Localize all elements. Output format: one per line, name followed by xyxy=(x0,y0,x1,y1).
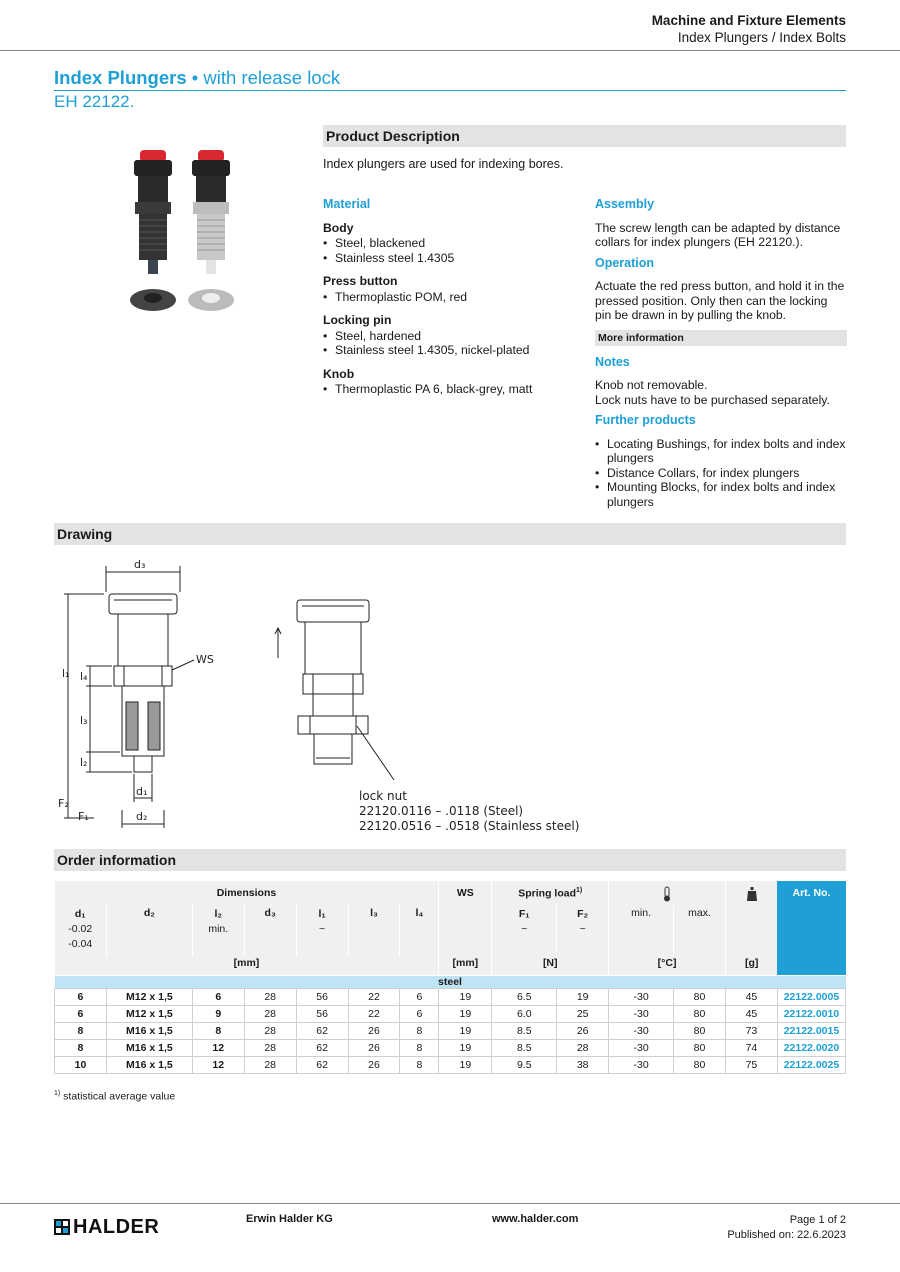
footer-published-date: Published on: 22.6.2023 xyxy=(727,1229,846,1241)
label-f2: F₂ xyxy=(58,797,69,810)
cell-tmin: -30 xyxy=(609,1022,674,1039)
cell-d3: 28 xyxy=(244,1005,296,1022)
table-row xyxy=(55,1039,846,1056)
material-body-title: Body xyxy=(323,220,354,235)
col-d1-tol2: -0.04 xyxy=(68,938,93,950)
article-number-link[interactable]: 22122.0010 xyxy=(777,1005,845,1022)
operation-text: Actuate the red press button, and hold it in the pressed position. Only then can the locking pin be drawn in by pulling the knob. xyxy=(595,279,845,322)
group-ws: WS xyxy=(439,881,492,905)
table-footnote xyxy=(54,1090,175,1103)
lock-nut-steel: 22120.0116 – .0118 (Steel) xyxy=(359,804,524,818)
list-item: • Thermoplastic POM, red xyxy=(323,290,573,305)
table-header-units xyxy=(55,957,846,975)
cell-f2: 26 xyxy=(557,1022,609,1039)
col-d1-tol1: -0.02 xyxy=(68,923,93,935)
material-knob xyxy=(323,367,573,397)
cell-ws: 19 xyxy=(439,1039,492,1056)
table-header-columns xyxy=(55,905,846,957)
col-l2 xyxy=(192,905,244,957)
cell-ws: 19 xyxy=(439,988,492,1005)
weight-icon xyxy=(746,886,758,902)
col-l1-label: l₁ xyxy=(318,908,326,920)
footer-page-number: Page 1 of 2 xyxy=(789,1214,846,1226)
table-row xyxy=(55,1022,846,1039)
cell-l2: 12 xyxy=(192,1039,244,1056)
notes-line-2: Lock nuts have to be purchased separately. xyxy=(595,392,830,407)
cell-l4: 6 xyxy=(400,1005,439,1022)
article-number-link[interactable]: 22122.0020 xyxy=(777,1039,845,1056)
table-header-groups xyxy=(55,881,846,905)
col-d1-label: d₁ xyxy=(74,908,86,920)
col-d3: d₃ xyxy=(244,905,296,957)
cell-d1: 8 xyxy=(55,1022,107,1039)
spring-load-footnote-ref: 1) xyxy=(575,887,583,894)
cell-f2: 19 xyxy=(557,988,609,1005)
cell-f2: 25 xyxy=(557,1005,609,1022)
col-d2: d₂ xyxy=(106,905,192,957)
cell-f1: 8.5 xyxy=(492,1039,557,1056)
notes-heading: Notes xyxy=(595,354,630,369)
order-information-heading: Order information xyxy=(54,849,846,871)
cell-f1: 9.5 xyxy=(492,1056,557,1073)
spring-load-label: Spring load xyxy=(518,887,576,900)
halder-logo-icon xyxy=(54,1219,70,1235)
group-dimensions: Dimensions xyxy=(55,881,439,905)
further-products-heading: Further products xyxy=(595,413,696,427)
label-d3: d₃ xyxy=(134,558,146,571)
unit-g: [g] xyxy=(725,957,777,975)
cell-f1: 6.0 xyxy=(492,1005,557,1022)
info-column xyxy=(595,197,847,509)
cell-l3: 22 xyxy=(348,988,400,1005)
unit-mm: [mm] xyxy=(55,957,439,975)
col-d1 xyxy=(55,905,107,957)
material-press-button xyxy=(323,274,573,304)
cell-d1: 6 xyxy=(55,988,107,1005)
list-item: • Steel, hardened xyxy=(323,329,573,344)
col-f2-sub: ~ xyxy=(579,923,586,935)
header-divider xyxy=(0,50,900,51)
label-l4: l₄ xyxy=(80,670,88,683)
col-l1-sub: ~ xyxy=(319,923,326,935)
footer-divider xyxy=(0,1203,900,1204)
group-weight xyxy=(725,881,777,905)
material-row xyxy=(55,975,846,988)
notes-line-1: Knob not removable. xyxy=(595,378,708,392)
cell-d1: 10 xyxy=(55,1056,107,1073)
cell-l4: 8 xyxy=(400,1039,439,1056)
product-description-text: Index plungers are used for indexing bores. xyxy=(323,157,564,171)
cell-tmax: 80 xyxy=(674,1005,726,1022)
list-item: • Stainless steel 1.4305, nickel-plated xyxy=(323,343,573,358)
more-information-heading: More information xyxy=(595,330,847,346)
cell-l1: 56 xyxy=(296,988,348,1005)
col-f2 xyxy=(557,905,609,957)
product-photo xyxy=(122,140,242,320)
footer-website-link[interactable]: www.halder.com xyxy=(492,1213,579,1225)
cell-d2: M12 x 1,5 xyxy=(106,1005,192,1022)
cell-l2: 9 xyxy=(192,1005,244,1022)
col-f1-sub: ~ xyxy=(521,923,528,935)
product-code: EH 22122. xyxy=(54,92,135,111)
cell-d1: 6 xyxy=(55,1005,107,1022)
assembly-text: The screw length can be adapted by distance collars for index plungers (EH 22120.). xyxy=(595,220,841,249)
article-number-link[interactable]: 22122.0005 xyxy=(777,988,845,1005)
cell-l1: 62 xyxy=(296,1039,348,1056)
header-subcategory: Index Plungers / Index Bolts xyxy=(677,30,846,45)
footer-company: Erwin Halder KG xyxy=(246,1213,333,1225)
cell-d2: M16 x 1,5 xyxy=(106,1056,192,1073)
unit-ws: [mm] xyxy=(439,957,492,975)
group-temperature xyxy=(609,881,726,905)
col-l2-label: l₂ xyxy=(214,908,223,920)
label-ws: WS xyxy=(196,653,214,666)
cell-d3: 28 xyxy=(244,1039,296,1056)
title-sub: • with release lock xyxy=(186,67,341,88)
cell-weight: 73 xyxy=(725,1022,777,1039)
label-l2: l₂ xyxy=(80,756,88,769)
cell-l4: 6 xyxy=(400,988,439,1005)
cell-tmin: -30 xyxy=(609,1039,674,1056)
cell-weight: 74 xyxy=(725,1039,777,1056)
technical-drawing xyxy=(54,552,614,842)
cell-ws: 19 xyxy=(439,1056,492,1073)
col-temp-max: max. xyxy=(674,905,726,957)
halder-logo-text: HALDER xyxy=(73,1215,160,1238)
table-row xyxy=(55,988,846,1005)
lock-nut-label: lock nut xyxy=(359,789,407,803)
title-main: Index Plungers xyxy=(54,67,187,88)
product-description-heading: Product Description xyxy=(323,125,846,147)
cell-weight: 75 xyxy=(725,1056,777,1073)
group-spring-load xyxy=(492,881,609,905)
label-f1: F₁ xyxy=(78,810,89,823)
cell-l2: 6 xyxy=(192,988,244,1005)
page-title xyxy=(54,67,846,91)
cell-tmax: 80 xyxy=(674,1039,726,1056)
material-heading: Material xyxy=(323,197,371,211)
cell-f1: 8.5 xyxy=(492,1022,557,1039)
col-weight-blank xyxy=(725,905,777,957)
further-products-list xyxy=(595,437,847,510)
col-l3: l₃ xyxy=(348,905,400,957)
cell-l1: 62 xyxy=(296,1022,348,1039)
article-number-link[interactable]: 22122.0025 xyxy=(777,1056,845,1073)
list-item: • Locating Bushings, for index bolts and index plungers xyxy=(595,437,847,466)
cell-tmin: -30 xyxy=(609,1056,674,1073)
lock-nut-stainless: 22120.0516 – .0518 (Stainless steel) xyxy=(359,819,580,833)
halder-logo xyxy=(54,1217,159,1237)
cell-l1: 62 xyxy=(296,1056,348,1073)
cell-l4: 8 xyxy=(400,1022,439,1039)
material-press-button-title: Press button xyxy=(323,274,398,288)
cell-l3: 22 xyxy=(348,1005,400,1022)
cell-l3: 26 xyxy=(348,1022,400,1039)
footnote-marker: 1) xyxy=(54,1090,61,1097)
list-item: • Distance Collars, for index plungers xyxy=(595,466,847,481)
cell-weight: 45 xyxy=(725,1005,777,1022)
cell-l2: 12 xyxy=(192,1056,244,1073)
unit-c: [°C] xyxy=(609,957,726,975)
cell-tmax: 80 xyxy=(674,1022,726,1039)
cell-f1: 6.5 xyxy=(492,988,557,1005)
cell-d3: 28 xyxy=(244,1056,296,1073)
cell-tmin: -30 xyxy=(609,1005,674,1022)
material-row-label: steel xyxy=(55,975,846,988)
list-item: • Steel, blackened xyxy=(323,236,573,251)
cell-f2: 28 xyxy=(557,1039,609,1056)
cell-l2: 8 xyxy=(192,1022,244,1039)
col-f2-label: F₂ xyxy=(577,908,589,920)
material-locking-pin xyxy=(323,313,573,358)
table-row xyxy=(55,1005,846,1022)
unit-n: [N] xyxy=(492,957,609,975)
operation-heading: Operation xyxy=(595,255,655,270)
cell-l3: 26 xyxy=(348,1056,400,1073)
label-d2: d₂ xyxy=(136,810,148,823)
footnote-text: statistical average value xyxy=(60,1090,176,1103)
header-category: Machine and Fixture Elements xyxy=(651,13,846,28)
cell-ws: 19 xyxy=(439,1005,492,1022)
list-item: • Stainless steel 1.4305 xyxy=(323,251,573,266)
cell-d3: 28 xyxy=(244,988,296,1005)
footer-page-info xyxy=(727,1213,846,1243)
col-l4: l₄ xyxy=(400,905,439,957)
label-d1: d₁ xyxy=(136,785,148,798)
col-ws-blank xyxy=(439,905,492,957)
group-art-no: Art. No. xyxy=(777,881,845,975)
cell-d2: M12 x 1,5 xyxy=(106,988,192,1005)
cell-d2: M16 x 1,5 xyxy=(106,1039,192,1056)
cell-tmax: 80 xyxy=(674,1056,726,1073)
list-item: • Mounting Blocks, for index bolts and index plungers xyxy=(595,480,847,509)
col-f1-label: F₁ xyxy=(518,908,530,920)
label-l1: l₁ xyxy=(62,667,70,680)
table-row xyxy=(55,1056,846,1073)
material-body xyxy=(323,221,573,266)
cell-l1: 56 xyxy=(296,1005,348,1022)
col-l2-sub: min. xyxy=(208,923,229,935)
page-header xyxy=(652,12,846,46)
list-item: • Thermoplastic PA 6, black-grey, matt xyxy=(323,382,573,397)
thermometer-icon xyxy=(662,886,672,902)
col-f1 xyxy=(492,905,557,957)
material-knob-title: Knob xyxy=(323,366,355,381)
cell-d2: M16 x 1,5 xyxy=(106,1022,192,1039)
order-table xyxy=(54,881,846,1074)
assembly-heading: Assembly xyxy=(595,197,655,211)
cell-l4: 8 xyxy=(400,1056,439,1073)
label-l3: l₃ xyxy=(80,714,88,727)
article-number-link[interactable]: 22122.0015 xyxy=(777,1022,845,1039)
col-temp-min: min. xyxy=(609,905,674,957)
cell-weight: 45 xyxy=(725,988,777,1005)
cell-l3: 26 xyxy=(348,1039,400,1056)
cell-d3: 28 xyxy=(244,1022,296,1039)
cell-ws: 19 xyxy=(439,1022,492,1039)
cell-f2: 38 xyxy=(557,1056,609,1073)
cell-tmax: 80 xyxy=(674,988,726,1005)
drawing-heading: Drawing xyxy=(54,523,846,545)
col-l1 xyxy=(296,905,348,957)
material-locking-pin-title: Locking pin xyxy=(323,313,392,327)
material-column xyxy=(323,197,573,406)
cell-tmin: -30 xyxy=(609,988,674,1005)
cell-d1: 8 xyxy=(55,1039,107,1056)
